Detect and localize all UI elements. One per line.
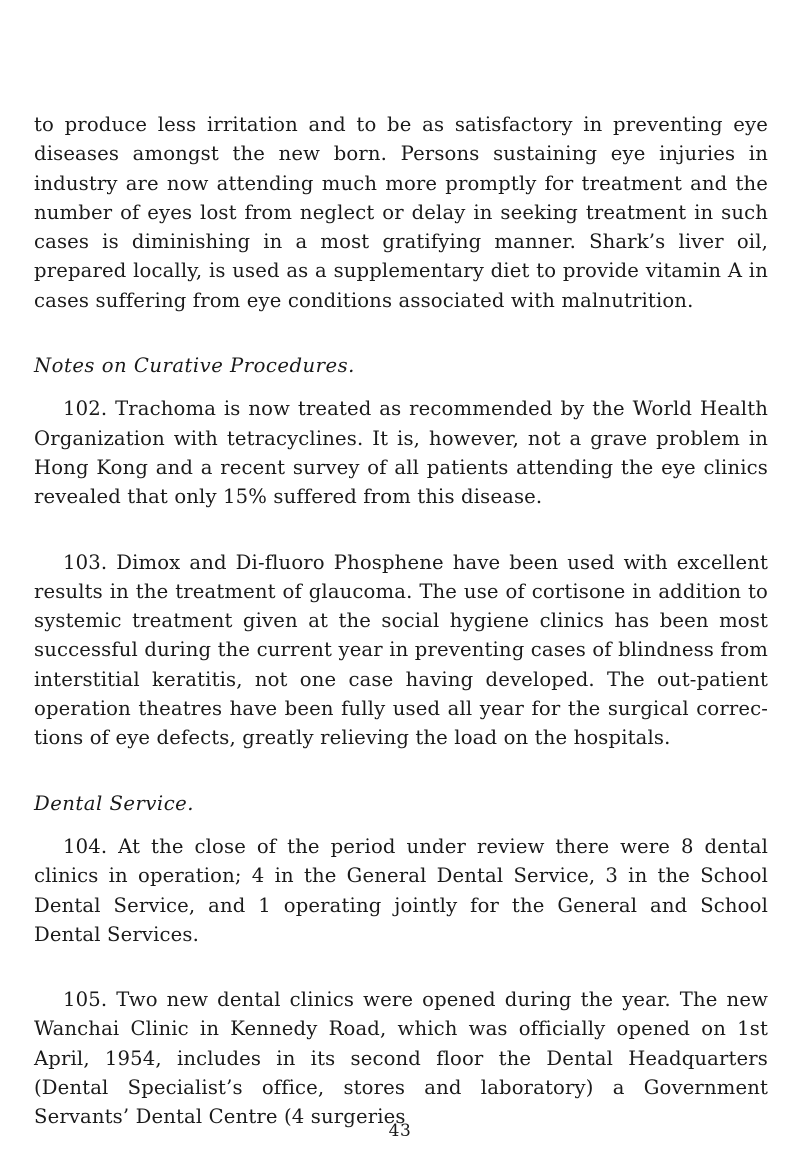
paragraph-104: 104. At the close of the period under review there were 8 dental clinics in operation; 4 in the General Dental Service, 3 in the School Dental Service, and 1 operating jointly for the General and School Dental Services. [34,834,768,946]
spacer [34,753,768,789]
paragraph-102: 102. Trachoma is now treated as recommended by the World Health Organization with tetracyclines. It is, however, not a grave problem in Hong Kong and a recent survey of all patients attending the eye clinics revealed that only 15% suffered from this disease. [34,397,768,509]
document-page [34,110,768,1132]
section-heading-dental-service: Dental Service. [34,791,194,815]
paragraph-103: 103. Dimox and Di-fluoro Phosphene have been used with excellent results in the treatment of glaucoma. The use of cortisone in addition to systemic treatment given at the social hygiene clinics has been most successful during the current year in preventing cases of blindness from interstitial keratitis, not one case having developed. The out-patient operation theatres have been fully used all year for the surgical correc- tions of eye defects, greatly relieving the load on the hospitals. [34,550,768,750]
spacer [34,818,768,832]
spacer [34,512,768,548]
section-heading-curative-procedures: Notes on Curative Procedures. [34,354,355,378]
paragraph-105: 105. Two new dental clinics were opened during the year. The new Wanchai Clinic in Kennedy Road, which was officially opened on 1st April, 1954, includes in its second floor the Dental Headquarters (Dental Specialist’s office, stores and laboratory) a Government Servants’ Dental Centre (4 surgeries [34,988,768,1129]
spacer [34,380,768,394]
paragraph-intro: to produce less irritation and to be as satisfactory in preventing eye diseases amongst the new born. Persons sustaining eye injuries in industry are now attending much more promptly for treatment and the number of eyes lost from neglect or delay in seeking treatment in such cases is diminishing in a most gratifying manner. Shark’s liver oil, prepared locally, is used as a supplementary diet to provide vitamin A in cases suffering from eye conditions associated with malnutrition. [34,113,768,312]
spacer [34,315,768,351]
page-number: 43 [388,1121,412,1141]
spacer [34,949,768,985]
